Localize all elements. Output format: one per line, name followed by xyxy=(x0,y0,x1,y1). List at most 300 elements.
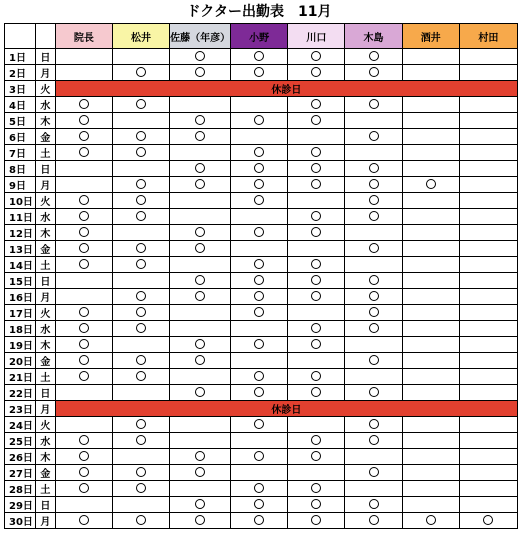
attendance-cell xyxy=(55,337,112,353)
attendance-cell xyxy=(231,145,288,161)
attendance-mark-icon xyxy=(79,131,89,141)
attendance-cell xyxy=(55,193,112,209)
attendance-mark-icon xyxy=(369,51,379,61)
attendance-mark-icon xyxy=(79,115,89,125)
attendance-cell xyxy=(231,465,288,481)
weekday-cell: 日 xyxy=(35,161,55,177)
attendance-cell xyxy=(459,465,517,481)
attendance-mark-icon xyxy=(254,115,264,125)
attendance-mark-icon xyxy=(79,339,89,349)
attendance-mark-icon xyxy=(311,387,321,397)
attendance-cell xyxy=(288,289,345,305)
attendance-mark-icon xyxy=(369,387,379,397)
weekday-cell: 水 xyxy=(35,321,55,337)
day-cell: 9日 xyxy=(5,177,36,193)
attendance-cell xyxy=(459,353,517,369)
attendance-mark-icon xyxy=(311,275,321,285)
attendance-cell xyxy=(402,305,459,321)
attendance-cell xyxy=(402,273,459,289)
holiday-banner: 休診日 xyxy=(55,81,517,97)
attendance-cell xyxy=(170,209,231,225)
attendance-mark-icon xyxy=(369,291,379,301)
attendance-cell xyxy=(402,481,459,497)
attendance-mark-icon xyxy=(311,371,321,381)
weekday-cell: 木 xyxy=(35,337,55,353)
attendance-mark-icon xyxy=(136,243,146,253)
attendance-cell xyxy=(231,129,288,145)
attendance-cell xyxy=(459,433,517,449)
day-cell: 8日 xyxy=(5,161,36,177)
attendance-cell xyxy=(459,513,517,529)
attendance-mark-icon xyxy=(79,227,89,237)
attendance-cell xyxy=(345,465,402,481)
schedule-row xyxy=(5,321,518,337)
attendance-mark-icon xyxy=(369,163,379,173)
attendance-mark-icon xyxy=(136,179,146,189)
attendance-cell xyxy=(288,417,345,433)
attendance-mark-icon xyxy=(254,515,264,525)
attendance-mark-icon xyxy=(311,451,321,461)
schedule-row xyxy=(5,49,518,65)
attendance-cell xyxy=(402,385,459,401)
attendance-cell xyxy=(231,97,288,113)
attendance-cell xyxy=(231,481,288,497)
attendance-cell xyxy=(55,145,112,161)
attendance-cell xyxy=(55,129,112,145)
attendance-mark-icon xyxy=(311,67,321,77)
attendance-cell xyxy=(231,385,288,401)
attendance-cell xyxy=(402,497,459,513)
attendance-cell xyxy=(459,241,517,257)
attendance-cell xyxy=(402,417,459,433)
attendance-mark-icon xyxy=(311,211,321,221)
attendance-cell xyxy=(459,161,517,177)
attendance-cell xyxy=(55,305,112,321)
schedule-row xyxy=(5,225,518,241)
attendance-cell xyxy=(402,65,459,81)
attendance-cell xyxy=(231,49,288,65)
attendance-cell xyxy=(55,257,112,273)
attendance-cell xyxy=(55,481,112,497)
attendance-cell xyxy=(288,49,345,65)
schedule-row xyxy=(5,481,518,497)
doctor-header: 村田 xyxy=(459,24,517,49)
schedule-row xyxy=(5,241,518,257)
day-cell: 17日 xyxy=(5,305,36,321)
day-cell: 14日 xyxy=(5,257,36,273)
attendance-mark-icon xyxy=(136,515,146,525)
attendance-cell xyxy=(231,337,288,353)
attendance-cell xyxy=(459,113,517,129)
attendance-cell xyxy=(459,97,517,113)
attendance-cell xyxy=(345,353,402,369)
attendance-cell xyxy=(55,113,112,129)
attendance-cell xyxy=(231,449,288,465)
attendance-mark-icon xyxy=(311,259,321,269)
schedule-row xyxy=(5,273,518,289)
attendance-cell xyxy=(55,273,112,289)
attendance-cell xyxy=(459,385,517,401)
attendance-mark-icon xyxy=(369,211,379,221)
attendance-cell xyxy=(231,113,288,129)
doctor-header: 松井 xyxy=(112,24,169,49)
attendance-mark-icon xyxy=(136,323,146,333)
attendance-mark-icon xyxy=(195,387,205,397)
attendance-cell xyxy=(459,273,517,289)
attendance-cell xyxy=(231,241,288,257)
attendance-cell xyxy=(345,257,402,273)
attendance-cell xyxy=(55,369,112,385)
attendance-mark-icon xyxy=(136,291,146,301)
attendance-mark-icon xyxy=(254,275,264,285)
attendance-cell xyxy=(231,433,288,449)
attendance-mark-icon xyxy=(79,323,89,333)
attendance-cell xyxy=(402,241,459,257)
attendance-cell xyxy=(170,241,231,257)
schedule-row xyxy=(5,257,518,273)
attendance-mark-icon xyxy=(195,67,205,77)
weekday-cell: 土 xyxy=(35,257,55,273)
attendance-cell xyxy=(345,417,402,433)
attendance-cell xyxy=(112,113,169,129)
attendance-mark-icon xyxy=(369,515,379,525)
attendance-cell xyxy=(112,209,169,225)
attendance-cell xyxy=(55,417,112,433)
attendance-cell xyxy=(345,321,402,337)
attendance-cell xyxy=(288,369,345,385)
header-corner xyxy=(5,24,36,49)
attendance-mark-icon xyxy=(136,371,146,381)
attendance-cell xyxy=(459,145,517,161)
attendance-cell xyxy=(170,289,231,305)
attendance-cell xyxy=(345,481,402,497)
attendance-cell xyxy=(231,353,288,369)
attendance-cell xyxy=(55,65,112,81)
attendance-cell xyxy=(55,49,112,65)
attendance-mark-icon xyxy=(254,195,264,205)
weekday-cell: 火 xyxy=(35,81,55,97)
attendance-cell xyxy=(402,97,459,113)
attendance-mark-icon xyxy=(79,371,89,381)
attendance-cell xyxy=(402,161,459,177)
attendance-mark-icon xyxy=(254,483,264,493)
day-cell: 16日 xyxy=(5,289,36,305)
attendance-cell xyxy=(112,97,169,113)
attendance-mark-icon xyxy=(311,323,321,333)
day-cell: 26日 xyxy=(5,449,36,465)
schedule-row xyxy=(5,417,518,433)
attendance-cell xyxy=(459,225,517,241)
doctor-header: 小野 xyxy=(231,24,288,49)
attendance-mark-icon xyxy=(369,67,379,77)
day-cell: 24日 xyxy=(5,417,36,433)
weekday-cell: 土 xyxy=(35,481,55,497)
attendance-cell xyxy=(170,369,231,385)
attendance-cell xyxy=(288,465,345,481)
attendance-mark-icon xyxy=(369,195,379,205)
attendance-cell xyxy=(55,433,112,449)
schedule-row xyxy=(5,449,518,465)
attendance-mark-icon xyxy=(79,195,89,205)
schedule-row xyxy=(5,513,518,529)
attendance-mark-icon xyxy=(254,179,264,189)
attendance-mark-icon xyxy=(79,147,89,157)
weekday-cell: 水 xyxy=(35,433,55,449)
attendance-mark-icon xyxy=(195,451,205,461)
attendance-cell xyxy=(231,177,288,193)
attendance-cell xyxy=(288,305,345,321)
attendance-cell xyxy=(231,321,288,337)
attendance-cell xyxy=(345,145,402,161)
attendance-cell xyxy=(112,369,169,385)
attendance-mark-icon xyxy=(254,451,264,461)
attendance-cell xyxy=(345,129,402,145)
day-cell: 18日 xyxy=(5,321,36,337)
day-cell: 22日 xyxy=(5,385,36,401)
attendance-cell xyxy=(55,353,112,369)
attendance-mark-icon xyxy=(369,243,379,253)
attendance-cell xyxy=(170,177,231,193)
attendance-cell xyxy=(112,241,169,257)
attendance-cell xyxy=(112,177,169,193)
attendance-cell xyxy=(345,209,402,225)
attendance-mark-icon xyxy=(136,211,146,221)
schedule-row xyxy=(5,209,518,225)
attendance-cell xyxy=(345,225,402,241)
attendance-cell xyxy=(459,209,517,225)
header-corner xyxy=(35,24,55,49)
attendance-cell xyxy=(231,273,288,289)
attendance-cell xyxy=(170,353,231,369)
attendance-cell xyxy=(55,177,112,193)
attendance-cell xyxy=(112,417,169,433)
doctor-header: 院長 xyxy=(55,24,112,49)
attendance-cell xyxy=(231,417,288,433)
attendance-cell xyxy=(402,193,459,209)
attendance-cell xyxy=(55,449,112,465)
attendance-mark-icon xyxy=(311,163,321,173)
attendance-mark-icon xyxy=(369,307,379,317)
day-cell: 27日 xyxy=(5,465,36,481)
attendance-cell xyxy=(288,481,345,497)
schedule-row xyxy=(5,289,518,305)
weekday-cell: 水 xyxy=(35,97,55,113)
attendance-cell xyxy=(55,497,112,513)
attendance-cell xyxy=(402,49,459,65)
attendance-cell xyxy=(459,305,517,321)
attendance-cell xyxy=(345,193,402,209)
weekday-cell: 金 xyxy=(35,353,55,369)
attendance-mark-icon xyxy=(136,355,146,365)
attendance-cell xyxy=(345,161,402,177)
weekday-cell: 日 xyxy=(35,497,55,513)
attendance-cell xyxy=(345,113,402,129)
schedule-row xyxy=(5,193,518,209)
attendance-cell xyxy=(402,209,459,225)
attendance-mark-icon xyxy=(136,99,146,109)
attendance-cell xyxy=(55,209,112,225)
weekday-cell: 木 xyxy=(35,449,55,465)
day-cell: 20日 xyxy=(5,353,36,369)
attendance-cell xyxy=(170,49,231,65)
attendance-cell xyxy=(170,433,231,449)
attendance-cell xyxy=(112,161,169,177)
day-cell: 30日 xyxy=(5,513,36,529)
attendance-cell xyxy=(170,113,231,129)
attendance-cell xyxy=(170,417,231,433)
attendance-cell xyxy=(345,369,402,385)
attendance-cell xyxy=(112,305,169,321)
header-row xyxy=(5,24,518,49)
attendance-cell xyxy=(345,497,402,513)
attendance-cell xyxy=(459,129,517,145)
attendance-cell xyxy=(345,65,402,81)
attendance-mark-icon xyxy=(195,291,205,301)
attendance-mark-icon xyxy=(136,483,146,493)
attendance-mark-icon xyxy=(254,307,264,317)
attendance-cell xyxy=(170,65,231,81)
attendance-mark-icon xyxy=(195,339,205,349)
attendance-mark-icon xyxy=(195,355,205,365)
attendance-mark-icon xyxy=(195,227,205,237)
attendance-mark-icon xyxy=(426,515,436,525)
day-cell: 10日 xyxy=(5,193,36,209)
attendance-cell xyxy=(288,353,345,369)
attendance-cell xyxy=(459,337,517,353)
attendance-cell xyxy=(459,65,517,81)
attendance-mark-icon xyxy=(254,67,264,77)
weekday-cell: 月 xyxy=(35,401,55,417)
attendance-cell xyxy=(55,289,112,305)
schedule-row xyxy=(5,97,518,113)
attendance-cell xyxy=(170,97,231,113)
holiday-banner: 休診日 xyxy=(55,401,517,417)
attendance-mark-icon xyxy=(136,259,146,269)
attendance-cell xyxy=(112,385,169,401)
attendance-mark-icon xyxy=(311,339,321,349)
attendance-cell xyxy=(231,305,288,321)
attendance-cell xyxy=(55,513,112,529)
attendance-mark-icon xyxy=(369,419,379,429)
attendance-cell xyxy=(112,449,169,465)
attendance-cell xyxy=(402,433,459,449)
attendance-cell xyxy=(345,337,402,353)
attendance-mark-icon xyxy=(311,291,321,301)
attendance-mark-icon xyxy=(195,163,205,173)
attendance-mark-icon xyxy=(311,115,321,125)
attendance-cell xyxy=(112,129,169,145)
attendance-cell xyxy=(112,513,169,529)
attendance-mark-icon xyxy=(195,179,205,189)
attendance-cell xyxy=(231,513,288,529)
attendance-cell xyxy=(55,465,112,481)
attendance-mark-icon xyxy=(79,355,89,365)
day-cell: 23日 xyxy=(5,401,36,417)
attendance-cell xyxy=(288,161,345,177)
attendance-mark-icon xyxy=(369,99,379,109)
duty-table xyxy=(4,23,518,529)
attendance-mark-icon xyxy=(254,291,264,301)
attendance-mark-icon xyxy=(195,243,205,253)
attendance-cell xyxy=(402,321,459,337)
attendance-cell xyxy=(288,97,345,113)
weekday-cell: 火 xyxy=(35,305,55,321)
attendance-cell xyxy=(55,161,112,177)
attendance-mark-icon xyxy=(136,467,146,477)
attendance-mark-icon xyxy=(195,467,205,477)
attendance-cell xyxy=(345,433,402,449)
attendance-mark-icon xyxy=(311,227,321,237)
attendance-cell xyxy=(55,225,112,241)
attendance-cell xyxy=(170,161,231,177)
attendance-mark-icon xyxy=(254,499,264,509)
weekday-cell: 月 xyxy=(35,177,55,193)
attendance-mark-icon xyxy=(369,435,379,445)
attendance-mark-icon xyxy=(254,371,264,381)
attendance-cell xyxy=(112,289,169,305)
attendance-mark-icon xyxy=(136,147,146,157)
attendance-cell xyxy=(231,65,288,81)
schedule-row xyxy=(5,385,518,401)
attendance-cell xyxy=(288,497,345,513)
attendance-cell xyxy=(112,257,169,273)
attendance-cell xyxy=(55,97,112,113)
attendance-mark-icon xyxy=(369,355,379,365)
attendance-cell xyxy=(112,353,169,369)
schedule-row xyxy=(5,337,518,353)
attendance-cell xyxy=(231,209,288,225)
attendance-cell xyxy=(288,513,345,529)
attendance-cell xyxy=(402,129,459,145)
schedule-row xyxy=(5,369,518,385)
attendance-cell xyxy=(170,385,231,401)
attendance-cell xyxy=(288,337,345,353)
attendance-mark-icon xyxy=(136,307,146,317)
attendance-cell xyxy=(288,225,345,241)
attendance-cell xyxy=(170,225,231,241)
attendance-cell xyxy=(345,273,402,289)
weekday-cell: 日 xyxy=(35,385,55,401)
attendance-cell xyxy=(288,241,345,257)
attendance-mark-icon xyxy=(311,515,321,525)
attendance-cell xyxy=(170,513,231,529)
attendance-cell xyxy=(345,449,402,465)
attendance-cell xyxy=(459,193,517,209)
attendance-cell xyxy=(288,385,345,401)
day-cell: 15日 xyxy=(5,273,36,289)
attendance-cell xyxy=(345,513,402,529)
day-cell: 3日 xyxy=(5,81,36,97)
attendance-cell xyxy=(288,209,345,225)
attendance-cell xyxy=(231,257,288,273)
weekday-cell: 月 xyxy=(35,65,55,81)
attendance-cell xyxy=(288,145,345,161)
weekday-cell: 日 xyxy=(35,49,55,65)
attendance-cell xyxy=(170,449,231,465)
attendance-cell xyxy=(345,177,402,193)
attendance-cell xyxy=(170,481,231,497)
weekday-cell: 木 xyxy=(35,113,55,129)
day-cell: 21日 xyxy=(5,369,36,385)
schedule-row xyxy=(5,177,518,193)
attendance-mark-icon xyxy=(483,515,493,525)
weekday-cell: 金 xyxy=(35,129,55,145)
attendance-cell xyxy=(231,497,288,513)
attendance-cell xyxy=(170,337,231,353)
schedule-row xyxy=(5,161,518,177)
attendance-cell xyxy=(112,225,169,241)
attendance-cell xyxy=(112,49,169,65)
